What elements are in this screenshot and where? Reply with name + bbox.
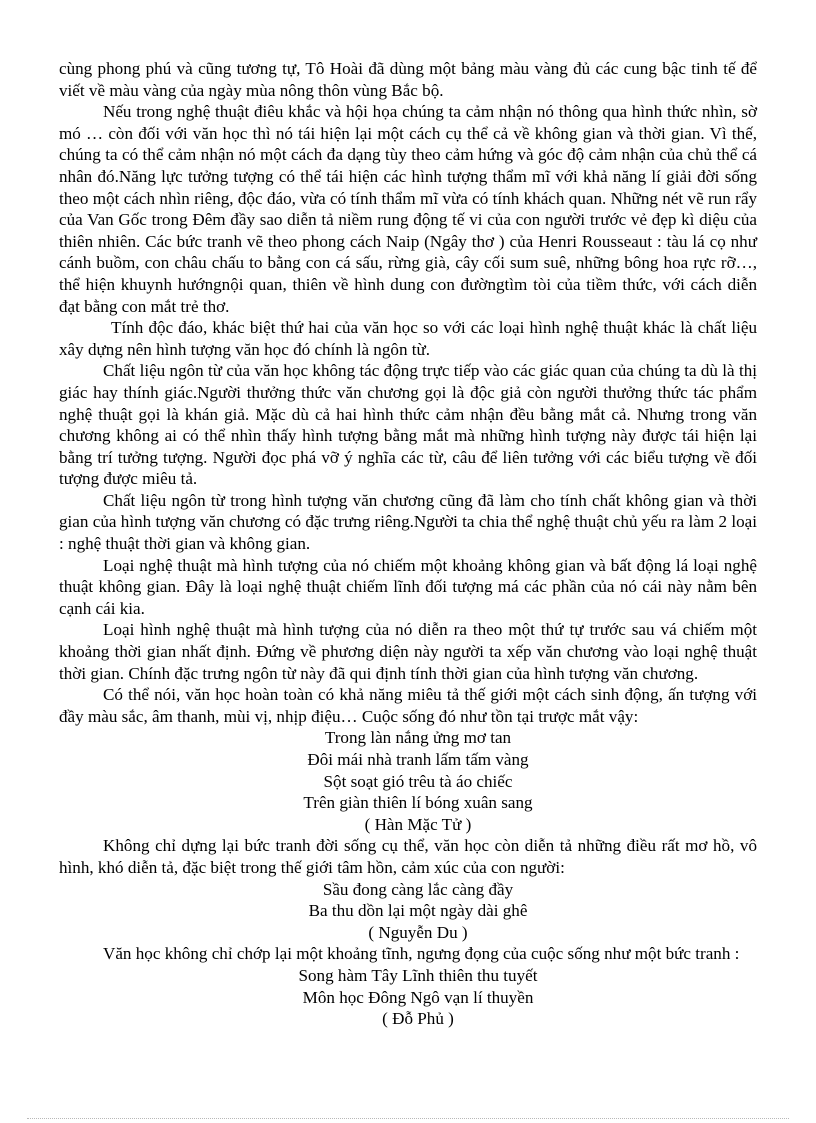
paragraph-10: Văn học không chỉ chớp lại một khoảng tĩnh, ngưng đọng của cuộc sống như một bức tranh : [103, 944, 740, 964]
paragraph-9: Không chỉ dựng lại bức tranh đời sống cụ thể, văn học còn diễn tả những điều rất mơ hồ, vô hình, khó diễn tả, đặc biệt trong thế giới tâm hồn, cảm xúc của con người: [59, 836, 757, 877]
poem-quote-han-mac-tu [59, 727, 757, 835]
poem-line: Đôi mái nhà tranh lấm tấm vàng [307, 750, 529, 769]
paragraph-1: cùng phong phú và cũng tương tự, Tô Hoài đã dùng một bảng màu vàng đủ các cung bậc tinh tế để viết về màu vàng của ngày mùa nông thôn vùng Bắc bộ. [59, 59, 757, 100]
poem-author: ( Đỗ Phủ ) [382, 1009, 454, 1029]
paragraph-5: Chất liệu ngôn từ trong hình tượng văn chương cũng đã làm cho tính chất không gian và thời gian của hình tượng văn chương có đặc trưng riêng.Người ta chia thể nghệ thuật chủ yếu ra làm 2 loại : nghệ thuật thời gian và không gian. [59, 490, 757, 554]
paragraph-2: Nếu trong nghệ thuật điêu khắc và hội họa chúng ta cảm nhận nó thông qua hình thức nhìn, sờ mó … còn đối với văn học thì nó tái hiện lại một cách cụ thể cả về không gian và thời gian. Vì thế, chúng ta có thể cảm nhận nó một cách đa dạng tùy theo cảm hứng và góc độ cảm nhận của chủ thể cá nhân đó.Năng lực tưởng tượng có thể tái hiện các hình tượng thẩm mĩ với khả năng lí giải đời sống theo một cách nhìn riêng, độc đáo, vừa có tính thẩm mĩ vừa có tính khách quan. Những nét vẽ run rẩy của Van Gốc trong Đêm đầy sao diễn tả niềm rung động tế vi của con người trước vẻ đẹp kì diệu của thiên nhiên. Các bức tranh vẽ theo phong cách Naip (Ngây thơ ) của Henri Rousseaut : tàu lá cọ như cánh buồm, con châu chấu to bằng con cá sấu, rừng già, cây cối sum suê, những bông hoa rực rỡ…, thể hiện khuynh hướngnội quan, thiên về hình dung con đườngtìm tòi của tiềm thức, với cách diễn đạt bằng con mắt trẻ thơ. [59, 102, 757, 316]
poem-line: Trên giàn thiên lí bóng xuân sang [303, 793, 533, 813]
poem-line: Trong làn nắng ửng mơ tan [324, 728, 512, 748]
poem-line: Song hàm Tây Lĩnh thiên thu tuyết [298, 965, 538, 985]
paragraph-7: Loại hình nghệ thuật mà hình tượng của nó diễn ra theo một thứ tự trước sau vá chiếm một khoảng thời gian nhất định. Đứng về phương diện này người ta xếp văn chương vào loại nghệ thuật thời gian. Chính đặc trưng ngôn từ này đã qui định tính thời gian của hình tượng văn chương. [59, 620, 757, 683]
poem-line: Ba thu dồn lại một ngày dài ghê [308, 901, 528, 921]
paragraph-6: Loại nghệ thuật mà hình tượng của nó chiếm một khoảng không gian và bất động lá loại nghệ thuật không gian. Đây là loại nghệ thuật chiếm lĩnh đối tượng má các phần của nó cái này nằm bên cạnh cái kia. [59, 555, 757, 618]
paragraph-4: Chất liệu ngôn từ của văn học không tác động trực tiếp vào các giác quan của chúng ta dù là thị giác hay thính giác.Người thưởng thức văn chương gọi là độc giả còn người thưởng thức tác phẩm nghệ thuật gọi là khán giả. Mặc dù cả hai hình thức cảm nhận đều bằng mắt cả. Nhưng trong văn chương không ai có thể nhìn thấy hình tượng bằng mắt mà những hình tượng này được tái hiện lại bằng trí tưởng tượng. Người đọc phá vỡ ý nghĩa các từ, câu để liên tưởng với các biểu tượng về đối tượng được miêu tả. [59, 361, 757, 489]
poem-line: Sột soạt gió trêu tà áo chiếc [323, 771, 513, 791]
page-bottom-divider [27, 1118, 789, 1119]
poem-author: ( Nguyễn Du ) [368, 922, 468, 942]
poem-quote-do-phu [59, 965, 757, 1030]
poem-author: ( Hàn Mặc Tử ) [364, 814, 472, 834]
document-body [59, 58, 757, 1030]
paragraph-8: Có thể nói, văn học hoàn toàn có khả năng miêu tả thế giới một cách sinh động, ấn tượng với đầy màu sắc, âm thanh, mùi vị, nhịp điệu… Cuộc sống đó như tồn tại trược mắt vậy: [59, 685, 757, 726]
poem-line: Sầu đong càng lắc càng đầy [322, 879, 514, 899]
poem-line: Môn học Đông Ngô vạn lí thuyền [302, 987, 534, 1007]
paragraph-3: Tính độc đáo, khác biệt thứ hai của văn học so với các loại hình nghệ thuật khác là chất liệu xây dựng nên hình tượng văn học đó chính là ngôn từ. [59, 318, 757, 359]
poem-quote-nguyen-du [59, 879, 757, 944]
